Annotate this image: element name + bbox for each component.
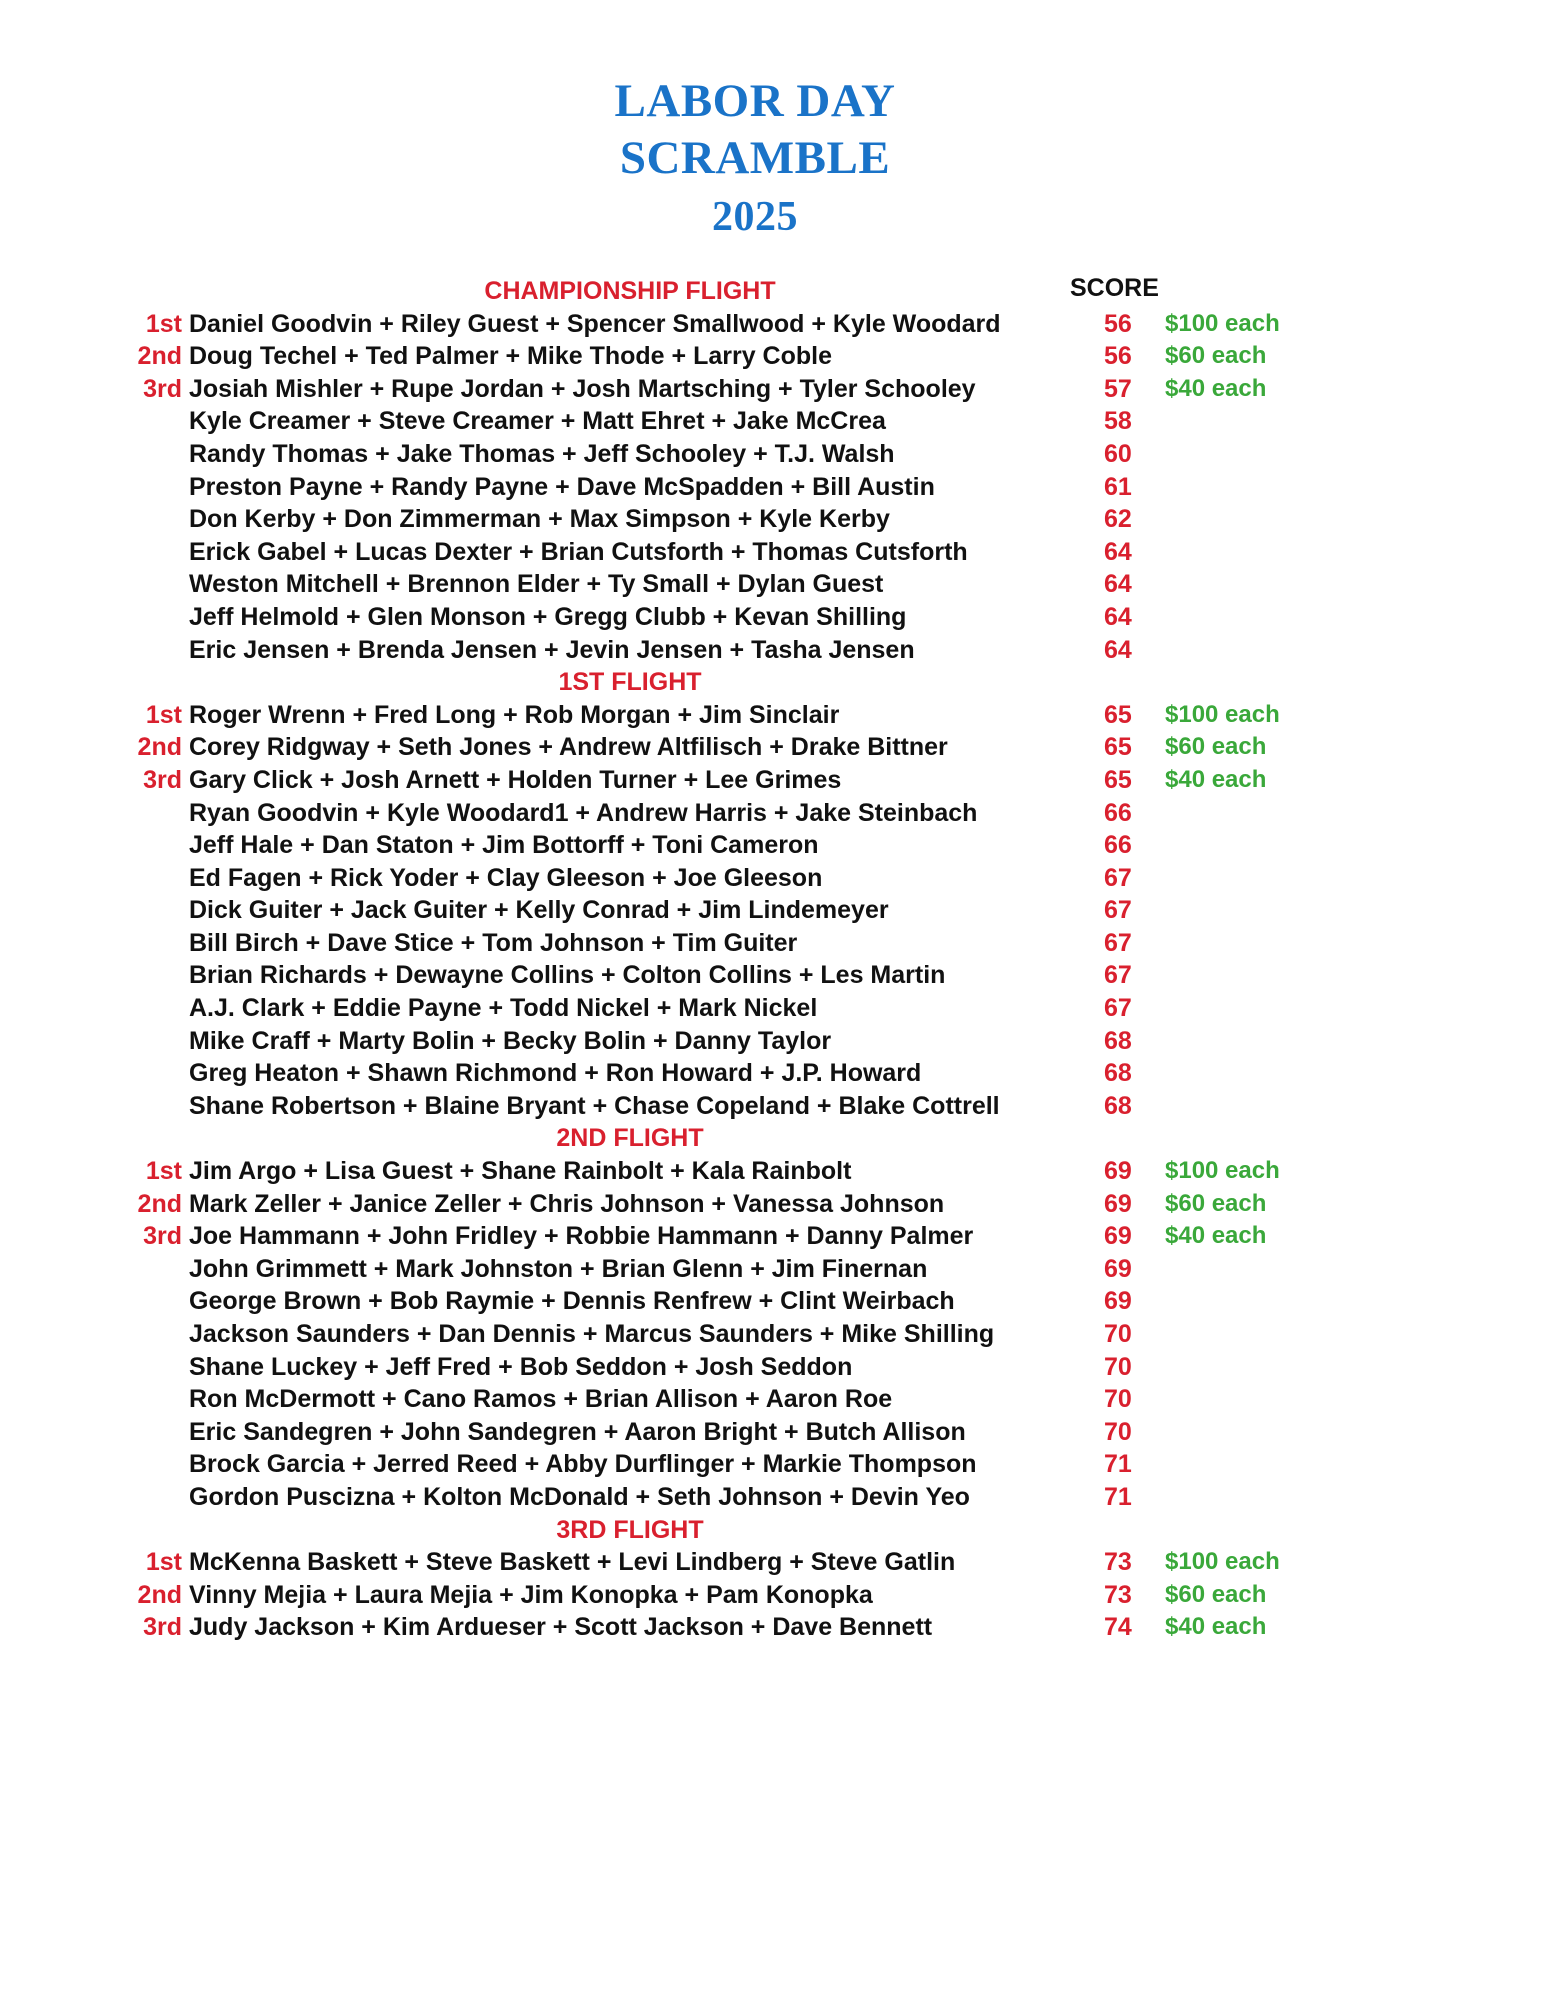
team-row [0, 1318, 1545, 1351]
team-row [0, 1383, 1545, 1416]
team-score: 69 [1104, 1189, 1132, 1218]
team-row [0, 1285, 1545, 1318]
team-members: Brian Richards + Dewayne Collins + Colton Collins + Les Martin [189, 961, 946, 990]
team-score: 69 [1104, 1222, 1132, 1251]
team-score: 69 [1104, 1287, 1132, 1316]
team-members: Eric Sandegren + John Sandegren + Aaron Bright + Butch Allison [189, 1417, 966, 1446]
team-score: 64 [1104, 537, 1132, 566]
team-score: 56 [1104, 342, 1132, 371]
team-row [0, 1253, 1545, 1286]
team-row [0, 1448, 1545, 1481]
team-score: 73 [1104, 1580, 1132, 1609]
team-members: George Brown + Bob Raymie + Dennis Renfrew + Clint Weirbach [189, 1287, 955, 1316]
team-row [0, 992, 1545, 1025]
place-label: 1st [145, 1157, 182, 1186]
team-score: 57 [1104, 374, 1132, 403]
team-row [0, 959, 1545, 992]
team-score: 61 [1104, 472, 1132, 501]
flight-heading: 2ND FLIGHT [556, 1124, 704, 1153]
place-label: 3rd [143, 765, 182, 794]
prize-amount: $100 each [1165, 1157, 1280, 1185]
team-score: 67 [1104, 994, 1132, 1023]
flight-heading: 3RD FLIGHT [556, 1515, 704, 1544]
team-score: 73 [1104, 1548, 1132, 1577]
place-label: 1st [145, 309, 182, 338]
team-row [0, 764, 1545, 797]
team-members: Bill Birch + Dave Stice + Tom Johnson + Tim Guiter [189, 928, 798, 957]
team-members: Gordon Puscizna + Kolton McDonald + Seth Johnson + Devin Yeo [189, 1482, 970, 1511]
team-score: 69 [1104, 1157, 1132, 1186]
place-label: 2nd [137, 342, 182, 371]
team-score: 71 [1104, 1482, 1132, 1511]
team-row [0, 471, 1545, 504]
team-members: Ryan Goodvin + Kyle Woodard1 + Andrew Harris + Jake Steinbach [189, 798, 978, 827]
team-score: 71 [1104, 1450, 1132, 1479]
team-row [0, 862, 1545, 895]
team-row [0, 340, 1545, 373]
team-score: 69 [1104, 1254, 1132, 1283]
place-label: 3rd [143, 1222, 182, 1251]
team-score: 67 [1104, 928, 1132, 957]
team-row [0, 601, 1545, 634]
team-row [0, 1090, 1545, 1123]
team-score: 70 [1104, 1417, 1132, 1446]
team-row [0, 1057, 1545, 1090]
team-row [0, 1579, 1545, 1612]
flight-heading: 1ST FLIGHT [558, 668, 702, 697]
team-score: 65 [1104, 765, 1132, 794]
team-row [0, 829, 1545, 862]
team-score: 68 [1104, 1091, 1132, 1120]
team-members: Jackson Saunders + Dan Dennis + Marcus Saunders + Mike Shilling [189, 1320, 995, 1348]
team-row [0, 536, 1545, 569]
prize-amount: $60 each [1165, 733, 1267, 761]
team-score: 67 [1104, 863, 1132, 892]
team-members: Daniel Goodvin + Riley Guest + Spencer Smallwood + Kyle Woodard [189, 309, 1001, 338]
team-score: 64 [1104, 570, 1132, 599]
team-row [0, 1351, 1545, 1384]
team-members: Don Kerby + Don Zimmerman + Max Simpson + Kyle Kerby [189, 505, 890, 534]
team-row [0, 1188, 1545, 1221]
team-row [0, 503, 1545, 536]
prize-amount: $60 each [1165, 1580, 1267, 1608]
team-row [0, 568, 1545, 601]
place-label: 2nd [137, 1189, 182, 1218]
team-members: McKenna Baskett + Steve Baskett + Levi Lindberg + Steve Gatlin [189, 1548, 956, 1577]
team-members: Randy Thomas + Jake Thomas + Jeff Schooley + T.J. Walsh [189, 439, 895, 468]
team-members: Weston Mitchell + Brennon Elder + Ty Small + Dylan Guest [189, 570, 884, 599]
title-line-1: LABOR DAY [614, 75, 896, 127]
team-row [0, 1416, 1545, 1449]
team-members: Doug Techel + Ted Palmer + Mike Thode + Larry Coble [189, 342, 832, 371]
team-score: 66 [1104, 798, 1132, 827]
place-label: 1st [145, 1548, 182, 1577]
team-members: Mark Zeller + Janice Zeller + Chris Johnson + Vanessa Johnson [189, 1189, 945, 1218]
team-row [0, 1155, 1545, 1188]
prize-amount: $60 each [1165, 1189, 1267, 1217]
score-column-header: SCORE [1070, 274, 1159, 302]
team-members: Judy Jackson + Kim Ardueser + Scott Jackson + Dave Bennett [189, 1613, 933, 1642]
team-row [0, 699, 1545, 732]
place-label: 3rd [143, 374, 182, 403]
team-members: Shane Robertson + Blaine Bryant + Chase Copeland + Blake Cottrell [189, 1091, 1000, 1120]
team-score: 67 [1104, 896, 1132, 925]
team-score: 74 [1104, 1613, 1132, 1642]
team-members: Gary Click + Josh Arnett + Holden Turner + Lee Grimes [189, 765, 842, 794]
team-row [0, 438, 1545, 471]
title-year: 2025 [712, 194, 798, 240]
team-members: Mike Craff + Marty Bolin + Becky Bolin + Danny Taylor [189, 1026, 832, 1055]
team-row [0, 894, 1545, 927]
team-score: 68 [1104, 1059, 1132, 1088]
place-label: 1st [145, 700, 182, 729]
prize-amount: $100 each [1165, 1548, 1280, 1576]
team-row [0, 927, 1545, 960]
team-score: 60 [1104, 439, 1132, 468]
team-members: A.J. Clark + Eddie Payne + Todd Nickel + Mark Nickel [189, 994, 818, 1023]
title-line-2: SCRAMBLE [619, 132, 891, 184]
team-score: 70 [1104, 1320, 1132, 1348]
team-row [0, 1611, 1545, 1644]
team-row [0, 308, 1545, 341]
team-score: 62 [1104, 505, 1132, 534]
place-label: 2nd [137, 1580, 182, 1609]
team-row [0, 373, 1545, 406]
team-score: 70 [1104, 1352, 1132, 1381]
team-row [0, 1025, 1545, 1058]
team-score: 66 [1104, 831, 1132, 860]
team-members: Kyle Creamer + Steve Creamer + Matt Ehret + Jake McCrea [189, 407, 886, 436]
team-score: 56 [1104, 309, 1132, 338]
team-members: Eric Jensen + Brenda Jensen + Jevin Jensen + Tasha Jensen [189, 635, 915, 664]
prize-amount: $40 each [1165, 1613, 1267, 1641]
team-row [0, 1481, 1545, 1514]
team-score: 64 [1104, 635, 1132, 664]
team-score: 67 [1104, 961, 1132, 990]
prize-amount: $40 each [1165, 1222, 1267, 1250]
team-members: Joe Hammann + John Fridley + Robbie Hammann + Danny Palmer [189, 1222, 974, 1251]
prize-amount: $100 each [1165, 309, 1280, 337]
team-members: Corey Ridgway + Seth Jones + Andrew Altfilisch + Drake Bittner [189, 733, 948, 762]
team-members: Brock Garcia + Jerred Reed + Abby Durflinger + Markie Thompson [189, 1450, 977, 1479]
team-row [0, 1546, 1545, 1579]
team-score: 64 [1104, 602, 1132, 631]
team-row [0, 634, 1545, 667]
team-members: Shane Luckey + Jeff Fred + Bob Seddon + Josh Seddon [189, 1352, 853, 1381]
team-members: John Grimmett + Mark Johnston + Brian Glenn + Jim Finernan [189, 1254, 928, 1283]
team-members: Ed Fagen + Rick Yoder + Clay Gleeson + Joe Gleeson [189, 863, 823, 892]
team-members: Jeff Hale + Dan Staton + Jim Bottorff + Toni Cameron [189, 831, 819, 860]
team-members: Jim Argo + Lisa Guest + Shane Rainbolt + Kala Rainbolt [189, 1157, 852, 1186]
team-members: Josiah Mishler + Rupe Jordan + Josh Martsching + Tyler Schooley [189, 374, 976, 403]
team-members: Jeff Helmold + Glen Monson + Gregg Clubb + Kevan Shilling [189, 602, 907, 631]
team-score: 65 [1104, 700, 1132, 729]
prize-amount: $40 each [1165, 765, 1267, 793]
prize-amount: $100 each [1165, 700, 1280, 728]
team-members: Ron McDermott + Cano Ramos + Brian Allison + Aaron Roe [189, 1385, 893, 1414]
team-members: Roger Wrenn + Fred Long + Rob Morgan + Jim Sinclair [189, 700, 840, 729]
team-score: 68 [1104, 1026, 1132, 1055]
team-members: Preston Payne + Randy Payne + Dave McSpadden + Bill Austin [189, 472, 935, 501]
prize-amount: $40 each [1165, 374, 1267, 402]
team-members: Erick Gabel + Lucas Dexter + Brian Cutsforth + Thomas Cutsforth [189, 537, 968, 566]
flight-heading: CHAMPIONSHIP FLIGHT [484, 277, 776, 305]
place-label: 2nd [137, 733, 182, 762]
team-members: Dick Guiter + Jack Guiter + Kelly Conrad + Jim Lindemeyer [189, 896, 889, 925]
place-label: 3rd [143, 1613, 182, 1642]
results-list [0, 275, 1545, 1644]
team-members: Greg Heaton + Shawn Richmond + Ron Howard + J.P. Howard [189, 1059, 922, 1088]
team-row [0, 731, 1545, 764]
prize-amount: $60 each [1165, 342, 1267, 370]
team-score: 58 [1104, 407, 1132, 436]
team-score: 65 [1104, 733, 1132, 762]
team-score: 70 [1104, 1385, 1132, 1414]
team-members: Vinny Mejia + Laura Mejia + Jim Konopka + Pam Konopka [189, 1580, 873, 1609]
team-row [0, 1220, 1545, 1253]
team-row [0, 405, 1545, 438]
team-row [0, 797, 1545, 830]
